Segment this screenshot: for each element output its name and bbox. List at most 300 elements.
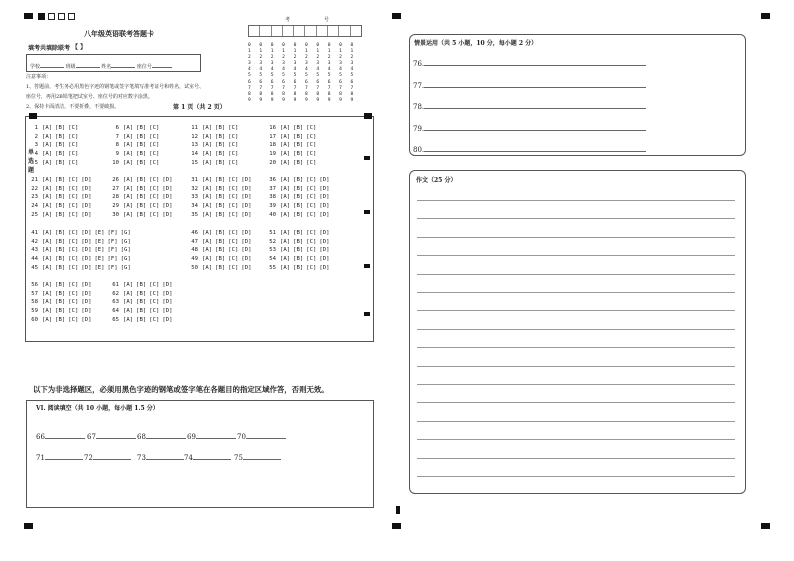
answer-bubble[interactable]: [C] — [306, 247, 317, 254]
digit-bubble[interactable]: 3 — [270, 61, 274, 67]
answer-blank[interactable] — [93, 453, 131, 460]
answer-bubble[interactable]: [C] — [306, 159, 317, 166]
answer-bubble[interactable]: [A] — [123, 133, 134, 140]
answer-bubble[interactable]: [C] — [228, 247, 239, 254]
answer-bubble[interactable]: [D] — [81, 282, 92, 288]
answer-bubble[interactable]: [D] — [81, 230, 92, 236]
question-row[interactable] — [184, 247, 254, 253]
digit-bubble[interactable]: 5 — [350, 73, 354, 79]
answer-bubble[interactable]: [B] — [215, 177, 226, 183]
question-row[interactable] — [105, 282, 175, 288]
answer-bubble[interactable]: [B] — [293, 247, 304, 254]
answer-bubble[interactable]: [D] — [162, 177, 173, 183]
answer-bubble[interactable]: [A] — [123, 185, 134, 192]
digit-bubble[interactable]: 0 — [327, 43, 331, 48]
answer-bubble[interactable]: [A] — [202, 151, 213, 158]
digit-bubble[interactable]: 2 — [304, 55, 308, 61]
digit-bubble[interactable]: 4 — [248, 67, 251, 73]
answer-bubble[interactable]: [C] — [68, 282, 79, 288]
answer-bubble[interactable]: [A] — [280, 211, 291, 218]
digit-bubble[interactable]: 1 — [248, 49, 251, 55]
digit-bubble[interactable]: 9 — [350, 97, 354, 103]
essay-line[interactable] — [417, 292, 735, 293]
answer-bubble[interactable]: [B] — [55, 194, 66, 201]
answer-bubble[interactable]: [E] — [94, 230, 105, 236]
answer-bubble[interactable]: [A] — [280, 194, 291, 201]
answer-bubble[interactable]: [A] — [280, 151, 291, 158]
question-row[interactable] — [24, 230, 134, 236]
answer-bubble[interactable]: [A] — [280, 133, 291, 140]
answer-bubble[interactable]: [B] — [136, 159, 147, 166]
question-row[interactable] — [105, 317, 175, 323]
question-row[interactable] — [262, 151, 319, 157]
answer-blank[interactable] — [196, 432, 236, 439]
exam-bracket[interactable]: 【 】 — [72, 44, 87, 51]
answer-bubble[interactable]: [C] — [228, 238, 239, 245]
answer-bubble[interactable]: [A] — [280, 256, 291, 263]
answer-bubble[interactable]: [D] — [319, 256, 330, 263]
digit-bubble[interactable]: 0 — [316, 43, 320, 48]
answer-bubble[interactable]: [D] — [241, 264, 252, 271]
digit-bubble[interactable]: 9 — [327, 97, 331, 103]
answer-bubble[interactable]: [C] — [68, 185, 79, 192]
answer-bubble[interactable]: [C] — [149, 125, 160, 131]
answer-bubble[interactable]: [B] — [136, 299, 147, 306]
question-row[interactable] — [105, 299, 175, 305]
digit-bubble[interactable]: 1 — [316, 49, 320, 55]
answer-bubble[interactable]: [D] — [81, 256, 92, 263]
digit-bubble[interactable]: 1 — [339, 49, 342, 55]
digit-bubble[interactable]: 3 — [350, 61, 354, 67]
essay-line[interactable] — [417, 402, 735, 403]
answer-bubble[interactable]: [D] — [162, 290, 173, 297]
digit-bubble[interactable]: 4 — [270, 67, 274, 73]
question-row[interactable] — [262, 203, 332, 209]
question-row[interactable] — [184, 230, 254, 236]
essay-line[interactable] — [417, 237, 735, 238]
answer-bubble[interactable]: [C] — [306, 203, 317, 210]
answer-blank[interactable] — [96, 432, 136, 439]
info-fields[interactable] — [30, 61, 172, 70]
question-row[interactable] — [262, 212, 332, 218]
answer-bubble[interactable]: [B] — [215, 159, 226, 166]
answer-bubble[interactable]: [A] — [202, 211, 213, 218]
reading-answer[interactable] — [234, 453, 281, 462]
answer-bubble[interactable]: [A] — [42, 290, 53, 297]
answer-bubble[interactable]: [B] — [293, 203, 304, 210]
digit-bubble[interactable]: 4 — [339, 67, 342, 73]
digit-bubble[interactable]: 3 — [327, 61, 331, 67]
question-row[interactable] — [24, 265, 134, 271]
answer-bubble[interactable]: [D] — [241, 256, 252, 263]
answer-bubble[interactable]: [A] — [280, 159, 291, 166]
digit-bubble[interactable]: 9 — [316, 97, 320, 103]
answer-bubble[interactable]: [G] — [120, 256, 131, 263]
answer-bubble[interactable]: [D] — [162, 211, 173, 218]
question-row[interactable] — [24, 291, 94, 297]
digit-bubble[interactable]: 5 — [316, 73, 320, 79]
answer-bubble[interactable]: [A] — [42, 230, 53, 236]
answer-bubble[interactable]: [C] — [149, 194, 160, 201]
answer-bubble[interactable]: [B] — [136, 211, 147, 218]
answer-bubble[interactable]: [A] — [123, 299, 134, 306]
digit-bubble[interactable]: 2 — [327, 55, 331, 61]
answer-bubble[interactable]: [C] — [306, 264, 317, 271]
answer-bubble[interactable]: [B] — [136, 203, 147, 210]
question-row[interactable] — [105, 125, 162, 131]
answer-bubble[interactable]: [D] — [319, 238, 330, 245]
digit-bubble[interactable]: 3 — [282, 61, 285, 67]
answer-bubble[interactable]: [A] — [42, 177, 53, 183]
question-row[interactable] — [24, 194, 94, 200]
answer-bubble[interactable]: [C] — [149, 211, 160, 218]
question-row[interactable] — [184, 177, 254, 183]
answer-bubble[interactable]: [A] — [202, 247, 213, 254]
answer-bubble[interactable]: [G] — [120, 264, 131, 271]
answer-bubble[interactable]: [B] — [136, 194, 147, 201]
answer-bubble[interactable]: [A] — [42, 299, 53, 306]
question-row[interactable] — [262, 134, 319, 140]
digit-bubble[interactable]: 5 — [339, 73, 342, 79]
class-field[interactable] — [76, 61, 100, 68]
answer-bubble[interactable]: [G] — [120, 230, 131, 236]
answer-bubble[interactable]: [B] — [215, 256, 226, 263]
exam-id-boxes[interactable] — [248, 25, 362, 37]
digit-bubble[interactable]: 3 — [293, 61, 297, 67]
answer-bubble[interactable]: [B] — [55, 185, 66, 192]
answer-bubble[interactable]: [A] — [280, 125, 291, 131]
question-row[interactable] — [24, 308, 94, 314]
answer-bubble[interactable]: [B] — [215, 194, 226, 201]
digit-bubble[interactable]: 1 — [350, 49, 354, 55]
question-row[interactable] — [262, 239, 332, 245]
answer-bubble[interactable]: [A] — [42, 203, 53, 210]
answer-bubble[interactable]: [C] — [306, 256, 317, 263]
answer-bubble[interactable]: [A] — [42, 316, 53, 323]
answer-bubble[interactable]: [D] — [81, 238, 92, 245]
answer-bubble[interactable]: [C] — [228, 177, 239, 183]
answer-bubble[interactable]: [C] — [149, 177, 160, 183]
answer-bubble[interactable]: [D] — [81, 299, 92, 306]
question-row[interactable] — [24, 134, 81, 140]
answer-line[interactable] — [424, 59, 646, 66]
answer-blank[interactable] — [193, 453, 231, 460]
reading-answer[interactable] — [137, 432, 186, 441]
digit-bubble[interactable]: 0 — [339, 43, 342, 48]
answer-bubble[interactable]: [D] — [319, 185, 330, 192]
question-row[interactable] — [184, 151, 241, 157]
answer-bubble[interactable]: [A] — [42, 125, 53, 131]
answer-bubble[interactable]: [A] — [123, 282, 134, 288]
digit-bubble[interactable]: 7 — [350, 85, 354, 91]
answer-bubble[interactable]: [A] — [123, 203, 134, 210]
answer-bubble[interactable]: [B] — [136, 133, 147, 140]
answer-bubble[interactable]: [C] — [149, 185, 160, 192]
answer-bubble[interactable]: [A] — [123, 316, 134, 323]
answer-bubble[interactable]: [A] — [42, 194, 53, 201]
digit-bubble[interactable]: 5 — [259, 73, 263, 79]
reading-answer[interactable] — [36, 453, 83, 462]
answer-bubble[interactable]: [D] — [241, 194, 252, 201]
answer-bubble[interactable]: [B] — [215, 211, 226, 218]
question-row[interactable] — [262, 177, 332, 183]
answer-bubble[interactable]: [C] — [68, 308, 79, 315]
answer-bubble[interactable]: [A] — [280, 142, 291, 149]
digit-bubble[interactable]: 1 — [327, 49, 331, 55]
essay-line[interactable] — [417, 458, 735, 459]
answer-bubble[interactable]: [B] — [55, 247, 66, 254]
answer-bubble[interactable]: [B] — [55, 290, 66, 297]
answer-bubble[interactable]: [C] — [68, 256, 79, 263]
answer-bubble[interactable]: [B] — [293, 256, 304, 263]
question-row[interactable] — [184, 203, 254, 209]
question-row[interactable] — [105, 308, 175, 314]
answer-bubble[interactable]: [B] — [55, 177, 66, 183]
reading-answer[interactable] — [137, 453, 184, 462]
answer-bubble[interactable]: [A] — [42, 133, 53, 140]
answer-bubble[interactable]: [C] — [228, 230, 239, 236]
answer-bubble[interactable]: [A] — [42, 264, 53, 271]
digit-bubble[interactable]: 8 — [270, 91, 274, 97]
answer-bubble[interactable]: [E] — [94, 247, 105, 254]
answer-blank[interactable] — [45, 453, 83, 460]
digit-bubble[interactable]: 1 — [293, 49, 297, 55]
digit-bubble[interactable]: 4 — [327, 67, 331, 73]
digit-bubble[interactable]: 8 — [350, 91, 354, 97]
question-row[interactable] — [24, 247, 134, 253]
question-row[interactable] — [105, 134, 162, 140]
question-row[interactable] — [24, 177, 94, 183]
question-row[interactable] — [262, 230, 332, 236]
digit-bubble[interactable]: 7 — [248, 85, 251, 91]
digit-bubble[interactable]: 9 — [270, 97, 274, 103]
answer-bubble[interactable]: [D] — [81, 264, 92, 271]
answer-bubble[interactable]: [A] — [202, 177, 213, 183]
digit-bubble[interactable]: 0 — [293, 43, 297, 48]
answer-bubble[interactable]: [B] — [55, 238, 66, 245]
exam-id-bubble-grid[interactable] — [248, 43, 362, 104]
digit-bubble[interactable]: 2 — [259, 55, 263, 61]
answer-bubble[interactable]: [B] — [55, 211, 66, 218]
answer-bubble[interactable]: [C] — [228, 125, 239, 131]
answer-bubble[interactable]: [A] — [280, 264, 291, 271]
answer-bubble[interactable]: [B] — [215, 203, 226, 210]
digit-bubble[interactable]: 6 — [293, 79, 297, 85]
answer-bubble[interactable]: [C] — [306, 142, 317, 149]
question-row[interactable] — [105, 291, 175, 297]
name-field[interactable] — [111, 61, 135, 68]
answer-bubble[interactable]: [C] — [68, 299, 79, 306]
answer-bubble[interactable]: [F] — [107, 247, 118, 254]
answer-bubble[interactable]: [B] — [55, 203, 66, 210]
question-row[interactable] — [24, 151, 81, 157]
answer-bubble[interactable]: [A] — [42, 185, 53, 192]
answer-bubble[interactable]: [B] — [293, 151, 304, 158]
digit-bubble[interactable]: 6 — [248, 79, 251, 85]
digit-bubble[interactable]: 8 — [293, 91, 297, 97]
answer-bubble[interactable]: [A] — [42, 159, 53, 166]
answer-bubble[interactable]: [B] — [136, 290, 147, 297]
answer-bubble[interactable]: [A] — [202, 125, 213, 131]
answer-bubble[interactable]: [C] — [68, 203, 79, 210]
digit-bubble[interactable]: 0 — [248, 43, 251, 48]
question-row[interactable] — [105, 142, 162, 148]
question-row[interactable] — [105, 212, 175, 218]
answer-bubble[interactable]: [C] — [68, 316, 79, 323]
digit-bubble[interactable]: 6 — [350, 79, 354, 85]
question-row[interactable] — [262, 265, 332, 271]
answer-bubble[interactable]: [C] — [68, 159, 79, 166]
answer-bubble[interactable]: [C] — [149, 290, 160, 297]
answer-bubble[interactable]: [A] — [202, 203, 213, 210]
digit-bubble[interactable]: 7 — [304, 85, 308, 91]
essay-line[interactable] — [417, 255, 735, 256]
answer-bubble[interactable]: [C] — [68, 151, 79, 158]
answer-bubble[interactable]: [B] — [55, 308, 66, 315]
digit-bubble[interactable]: 6 — [282, 79, 285, 85]
reading-answer[interactable] — [36, 432, 85, 441]
answer-bubble[interactable]: [C] — [228, 133, 239, 140]
answer-bubble[interactable]: [A] — [280, 247, 291, 254]
answer-bubble[interactable]: [C] — [228, 211, 239, 218]
answer-bubble[interactable]: [C] — [228, 142, 239, 149]
answer-bubble[interactable]: [C] — [228, 256, 239, 263]
answer-bubble[interactable]: [D] — [81, 203, 92, 210]
digit-bubble[interactable]: 8 — [259, 91, 263, 97]
question-row[interactable] — [24, 212, 94, 218]
digit-bubble[interactable]: 7 — [339, 85, 342, 91]
digit-bubble[interactable]: 9 — [248, 97, 251, 103]
answer-bubble[interactable]: [C] — [68, 290, 79, 297]
digit-bubble[interactable]: 4 — [350, 67, 354, 73]
answer-bubble[interactable]: [A] — [123, 159, 134, 166]
digit-bubble[interactable]: 1 — [282, 49, 285, 55]
answer-bubble[interactable]: [C] — [68, 142, 79, 149]
answer-bubble[interactable]: [D] — [162, 299, 173, 306]
essay-line[interactable] — [417, 347, 735, 348]
answer-bubble[interactable]: [B] — [215, 125, 226, 131]
answer-bubble[interactable]: [C] — [228, 185, 239, 192]
answer-bubble[interactable]: [D] — [241, 211, 252, 218]
question-row[interactable] — [184, 239, 254, 245]
digit-bubble[interactable]: 4 — [259, 67, 263, 73]
answer-bubble[interactable]: [D] — [241, 185, 252, 192]
answer-bubble[interactable]: [A] — [42, 151, 53, 158]
question-row[interactable] — [262, 186, 332, 192]
answer-bubble[interactable]: [D] — [319, 177, 330, 183]
digit-bubble[interactable]: 8 — [304, 91, 308, 97]
answer-bubble[interactable]: [B] — [136, 185, 147, 192]
answer-bubble[interactable]: [C] — [68, 125, 79, 131]
question-row[interactable] — [184, 265, 254, 271]
answer-bubble[interactable]: [B] — [215, 185, 226, 192]
answer-bubble[interactable]: [B] — [215, 151, 226, 158]
answer-bubble[interactable]: [B] — [293, 159, 304, 166]
question-row[interactable] — [184, 160, 241, 166]
digit-bubble[interactable]: 5 — [293, 73, 297, 79]
answer-bubble[interactable]: [B] — [293, 142, 304, 149]
situational-answer[interactable] — [413, 59, 646, 68]
answer-bubble[interactable]: [A] — [42, 142, 53, 149]
essay-line[interactable] — [417, 476, 735, 477]
answer-bubble[interactable]: [D] — [241, 238, 252, 245]
answer-bubble[interactable]: [A] — [280, 238, 291, 245]
digit-bubble[interactable]: 5 — [327, 73, 331, 79]
situational-answer[interactable] — [413, 81, 646, 90]
question-row[interactable] — [262, 142, 319, 148]
answer-bubble[interactable]: [D] — [241, 203, 252, 210]
digit-bubble[interactable]: 3 — [316, 61, 320, 67]
digit-bubble[interactable]: 4 — [282, 67, 285, 73]
answer-bubble[interactable]: [A] — [202, 230, 213, 236]
digit-bubble[interactable]: 8 — [316, 91, 320, 97]
answer-bubble[interactable]: [D] — [241, 247, 252, 254]
answer-bubble[interactable]: [C] — [68, 264, 79, 271]
answer-bubble[interactable]: [D] — [81, 185, 92, 192]
answer-bubble[interactable]: [B] — [293, 194, 304, 201]
question-row[interactable] — [24, 282, 94, 288]
answer-bubble[interactable]: [B] — [215, 238, 226, 245]
seat-field[interactable] — [152, 61, 172, 68]
answer-bubble[interactable]: [B] — [55, 159, 66, 166]
answer-bubble[interactable]: [C] — [306, 194, 317, 201]
answer-bubble[interactable]: [A] — [202, 264, 213, 271]
answer-bubble[interactable]: [B] — [293, 230, 304, 236]
answer-bubble[interactable]: [C] — [306, 230, 317, 236]
answer-blank[interactable] — [246, 432, 286, 439]
digit-bubble[interactable]: 0 — [350, 43, 354, 48]
answer-bubble[interactable]: [C] — [306, 125, 317, 131]
answer-bubble[interactable]: [D] — [162, 203, 173, 210]
answer-bubble[interactable]: [A] — [123, 151, 134, 158]
answer-bubble[interactable]: [G] — [120, 247, 131, 254]
digit-bubble[interactable]: 8 — [282, 91, 285, 97]
answer-bubble[interactable]: [B] — [215, 133, 226, 140]
digit-bubble[interactable]: 6 — [259, 79, 263, 85]
answer-bubble[interactable]: [B] — [136, 142, 147, 149]
question-row[interactable] — [105, 177, 175, 183]
situational-answer[interactable] — [413, 145, 646, 154]
answer-bubble[interactable]: [B] — [55, 151, 66, 158]
situational-answer[interactable] — [413, 102, 646, 111]
answer-bubble[interactable]: [A] — [123, 211, 134, 218]
digit-bubble[interactable]: 7 — [316, 85, 320, 91]
question-row[interactable] — [262, 247, 332, 253]
situational-answer[interactable] — [413, 124, 646, 133]
digit-bubble[interactable]: 2 — [293, 55, 297, 61]
answer-bubble[interactable]: [B] — [293, 177, 304, 183]
answer-bubble[interactable]: [C] — [228, 159, 239, 166]
digit-bubble[interactable]: 3 — [339, 61, 342, 67]
essay-line[interactable] — [417, 421, 735, 422]
answer-bubble[interactable]: [D] — [319, 211, 330, 218]
question-row[interactable] — [262, 194, 332, 200]
answer-bubble[interactable]: [D] — [81, 211, 92, 218]
answer-bubble[interactable]: [A] — [202, 194, 213, 201]
question-row[interactable] — [105, 194, 175, 200]
question-row[interactable] — [184, 194, 254, 200]
answer-bubble[interactable]: [C] — [306, 151, 317, 158]
answer-bubble[interactable]: [A] — [123, 125, 134, 131]
digit-bubble[interactable]: 1 — [304, 49, 308, 55]
question-row[interactable] — [24, 203, 94, 209]
answer-bubble[interactable]: [D] — [162, 316, 173, 323]
essay-line[interactable] — [417, 366, 735, 367]
answer-bubble[interactable]: [C] — [68, 247, 79, 254]
digit-bubble[interactable]: 3 — [304, 61, 308, 67]
answer-bubble[interactable]: [B] — [136, 177, 147, 183]
digit-bubble[interactable]: 2 — [282, 55, 285, 61]
